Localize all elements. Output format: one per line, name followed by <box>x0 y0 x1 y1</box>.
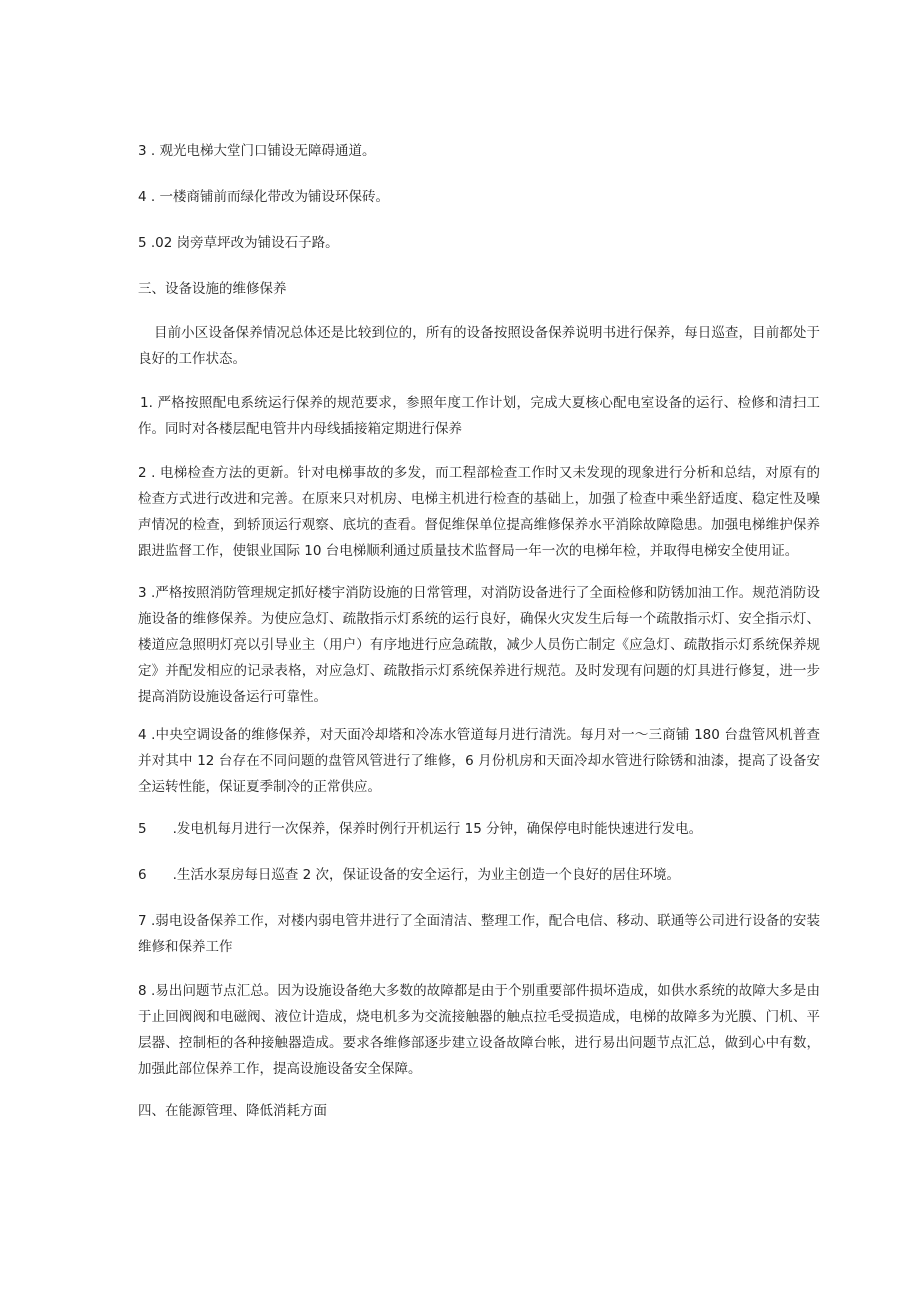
maintenance-item-8: 8 .易出问题节点汇总。因为设施设备绝大多数的故障都是由于个别重要部件损坏造成，如供水系统的故障大多是由于止回阀阀和电磁阀、液位计造成，烧电机多为交流接触器的触点拉毛受损造成，电梯的故障多为光膜、门机、平层器、控制柜的各种接触器造成。要求各维修部逐步建立设备故障台帐，进行易出问题节点汇总，做到心中有数，加强此部位保养工作，提高设施设备安全保障。 <box>138 983 820 1077</box>
maintenance-item-7: 7 .弱电设备保养工作，对楼内弱电管井进行了全面清洁、整理工作，配合电信、移动、联通等公司进行设备的安装维修和保养工作 <box>138 913 820 955</box>
maintenance-item-5 <box>138 819 702 839</box>
list-item-5: 5 .02 岗旁草坪改为铺设石子路。 <box>138 235 339 251</box>
item-6-text: .生活水泵房每日巡查 2 次，保证设备的安全运行，为业主创造一个良好的居住环境。 <box>172 867 681 883</box>
intro-paragraph: 目前小区设备保养情况总体还是比较到位的，所有的设备按照设备保养说明书进行保养，每日巡查，目前都处于良好的工作状态。 <box>138 325 820 367</box>
item-5-text: .发电机每月进行一次保养，保养时例行开机运行 15 分钟，确保停电时能快速进行发电。 <box>172 821 703 837</box>
list-item-3: 3 . 观光电梯大堂门口铺设无障碍通道。 <box>138 143 376 159</box>
maintenance-item-6 <box>138 865 680 885</box>
section-heading-3: 三、设备设施的维修保养 <box>138 281 287 297</box>
maintenance-item-2: 2 . 电梯检查方法的更新。针对电梯事故的多发，而工程部检查工作时又未发现的现象进行分析和总结，对原有的检查方式进行改进和完善。在原来只对机房、电梯主机进行检查的基础上，加强了检查中乘坐舒适度、稳定性及噪声情况的检查，到轿顶运行观察、底坑的查看。督促维保单位提高维修保养水平消除故障隐患。加强电梯维护保养跟进监督工作，使银业国际 10 台电梯顺利通过质量技术监督局一年一次的电梯年检，并取得电梯安全使用证。 <box>138 465 820 559</box>
maintenance-item-3: 3 .严格按照消防管理规定抓好楼宇消防设施的日常管理，对消防设备进行了全面检修和防锈加油工作。规范消防设施设备的维修保养。为使应急灯、疏散指示灯系统的运行良好，确保火灾发生后每一个疏散指示灯、安全指示灯、楼道应急照明灯亮以引导业主（用户）有序地进行应急疏散，减少人员伤亡制定《应急灯、疏散指示灯系统保养规定》并配发相应的记录表格，对应急灯、疏散指示灯系统保养进行规范。及时发现有问题的灯具进行修复，进一步提高消防设施设备运行可靠性。 <box>138 585 820 705</box>
maintenance-item-4: 4 .中央空调设备的维修保养，对天面冷却塔和冷冻水管道每月进行清洗。每月对一～三商铺 180 台盘管风机普查并对其中 12 台存在不同问题的盘管风管进行了维修，6 月份机房和天面冷却水管进行除锈和油漆，提高了设备安全运转性能，保证夏季制冷的正常供应。 <box>138 727 820 795</box>
section-heading-4: 四、在能源管理、降低消耗方面 <box>138 1103 327 1119</box>
list-item-4: 4 . 一楼商铺前而绿化带改为铺设环保砖。 <box>138 189 389 205</box>
item-5-number: 5 <box>138 821 147 837</box>
maintenance-item-1: 1. 严格按照配电系统运行保养的规范要求，参照年度工作计划，完成大夏核心配电室设备的运行、检修和清扫工作。同时对各楼层配电管井内母线插接箱定期进行保养 <box>138 395 820 437</box>
item-6-number: 6 <box>138 867 147 883</box>
